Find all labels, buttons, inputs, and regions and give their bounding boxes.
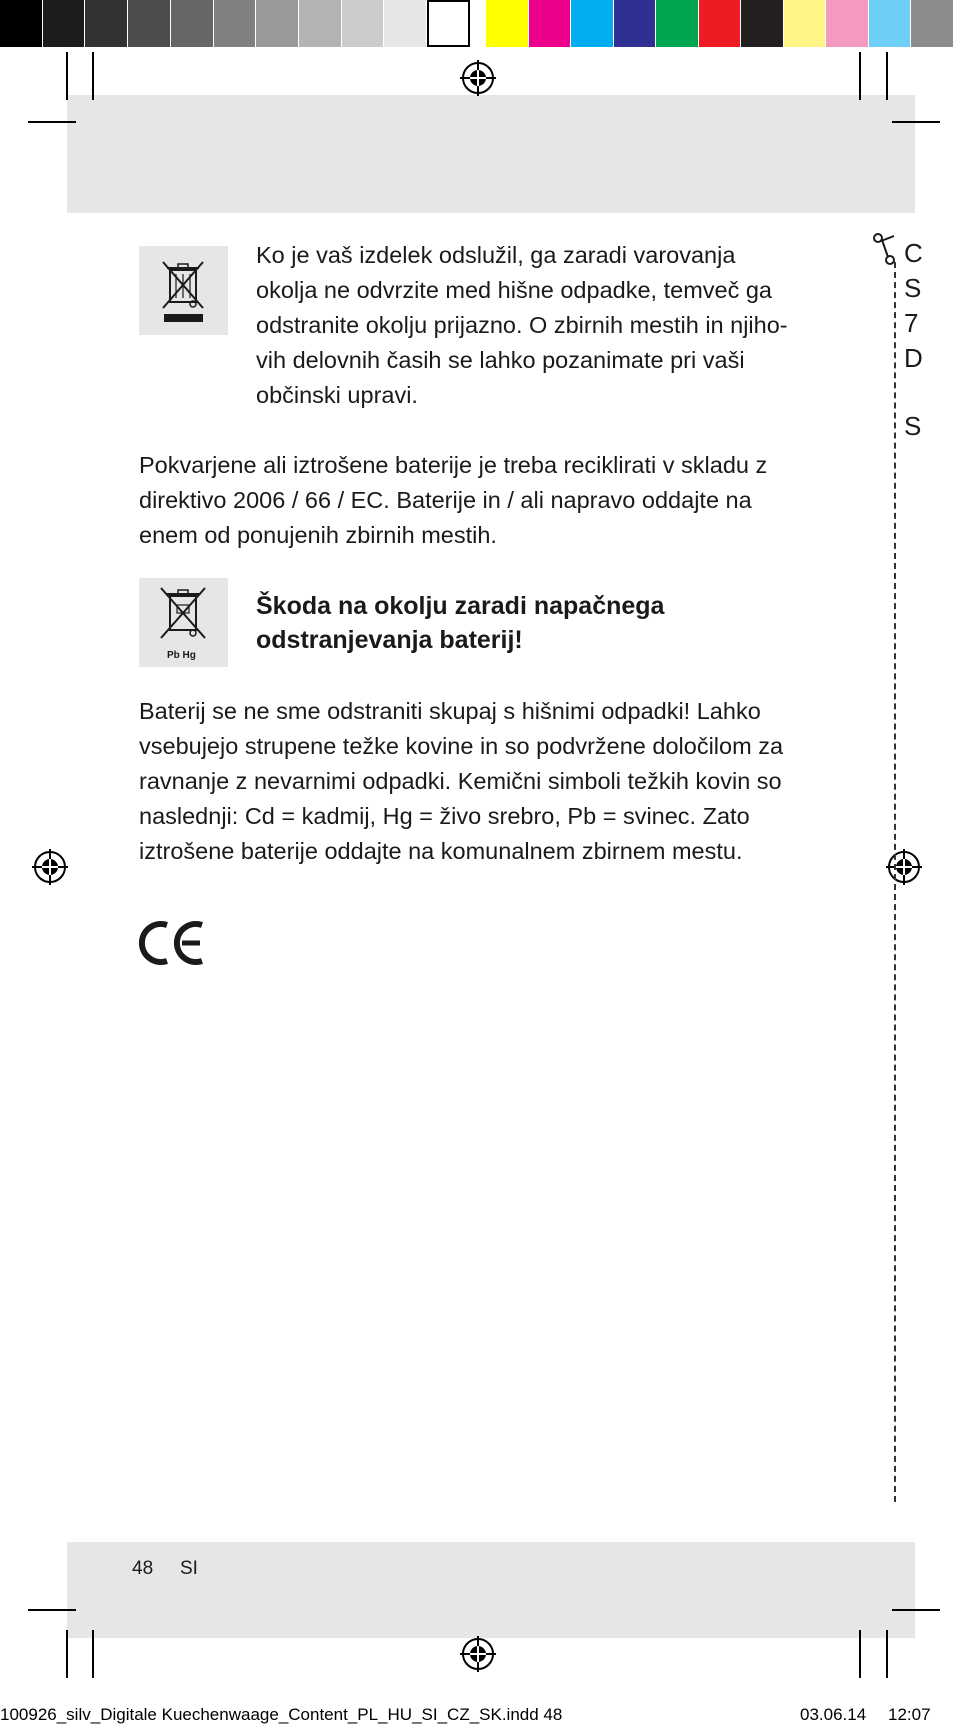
color-bar-color bbox=[486, 0, 954, 47]
color-swatch bbox=[299, 0, 342, 47]
slug-date: 03.06.14 bbox=[800, 1705, 867, 1724]
footer-band bbox=[67, 1542, 915, 1638]
battery-recycling-line: enem od ponujenih zbirnih mestih. bbox=[139, 522, 497, 548]
battery-recycling-line: Pokvarjene ali iztrošene baterije je treba reciklirati v skladu z bbox=[139, 452, 768, 478]
color-swatch bbox=[43, 0, 86, 47]
crop-mark bbox=[92, 52, 94, 100]
battery-warning-heading bbox=[256, 589, 856, 657]
color-swatch bbox=[869, 0, 912, 47]
heavy-metals-paragraph bbox=[139, 694, 859, 869]
color-swatch bbox=[911, 0, 954, 47]
color-swatch bbox=[699, 0, 742, 47]
color-swatch bbox=[171, 0, 214, 47]
slug-filename: 100926_silv_Digitale Kuechenwaage_Content_PL_HU_SI_CZ_SK.indd 48 bbox=[0, 1705, 563, 1724]
color-swatch bbox=[342, 0, 385, 47]
color-swatch bbox=[0, 0, 43, 47]
color-swatch bbox=[427, 0, 470, 47]
color-swatch bbox=[128, 0, 171, 47]
crop-mark bbox=[66, 52, 68, 100]
battery-recycling-line: direktivo 2006 / 66 / EC. Baterije in / ali napravo oddajte na bbox=[139, 487, 752, 513]
disposal-paragraph-line: Ko je vaš izdelek odslužil, ga zaradi varovanja bbox=[256, 242, 736, 268]
crossed-out-battery-bin-icon bbox=[139, 578, 228, 667]
crossed-out-wheelie-bin-icon bbox=[139, 246, 228, 335]
battery-warning-heading-line: Škoda na okolju zaradi napačnega bbox=[256, 592, 665, 620]
color-swatch bbox=[486, 0, 529, 47]
color-swatch bbox=[656, 0, 699, 47]
registration-mark-icon bbox=[460, 1636, 496, 1672]
disposal-paragraph-line: občinski upravi. bbox=[256, 382, 418, 408]
crop-mark bbox=[28, 1609, 76, 1611]
heavy-metals-line: naslednji: Cd = kadmij, Hg = živo srebro, Pb = svinec. Zato bbox=[139, 803, 750, 829]
crop-mark bbox=[28, 121, 76, 123]
cut-edge-letter: S bbox=[904, 411, 922, 441]
color-swatch bbox=[741, 0, 784, 47]
crop-mark bbox=[66, 1630, 68, 1678]
crop-mark bbox=[886, 52, 888, 100]
crop-mark bbox=[892, 121, 940, 123]
heavy-metals-line: iztrošene baterije oddajte na komunalnem zbirnem mestu. bbox=[139, 838, 743, 864]
scissors-icon bbox=[872, 232, 898, 266]
disposal-paragraph-line: odstranite okolju prijazno. O zbirnih mestih in njiho- bbox=[256, 312, 788, 338]
color-swatch bbox=[826, 0, 869, 47]
crop-mark bbox=[92, 1630, 94, 1678]
registration-mark-icon bbox=[32, 849, 68, 885]
heavy-metals-line: ravnanje z nevarnimi odpadki. Kemični simboli težkih kovin so bbox=[139, 768, 782, 794]
header-band bbox=[67, 95, 915, 213]
crop-mark bbox=[859, 52, 861, 100]
color-swatch bbox=[614, 0, 657, 47]
battery-recycling-paragraph bbox=[139, 448, 839, 553]
color-swatch bbox=[529, 0, 572, 47]
disposal-paragraph-line: vih delovnih časih se lahko pozanimate pri vaši bbox=[256, 347, 745, 373]
color-swatch bbox=[214, 0, 257, 47]
battery-icon-box bbox=[139, 578, 228, 667]
ce-mark-icon bbox=[138, 918, 206, 968]
weee-icon-box bbox=[139, 246, 228, 335]
cut-edge-letter: 7 bbox=[904, 308, 919, 338]
cut-line bbox=[894, 262, 896, 1502]
page-language: SI bbox=[180, 1558, 198, 1579]
crop-mark bbox=[892, 1609, 940, 1611]
color-swatch bbox=[85, 0, 128, 47]
color-bar-gray bbox=[0, 0, 470, 47]
crop-mark bbox=[859, 1630, 861, 1678]
disposal-paragraph-line: okolja ne odvrzite med hišne odpadke, temveč ga bbox=[256, 277, 773, 303]
crop-mark bbox=[886, 1630, 888, 1678]
color-swatch bbox=[384, 0, 427, 47]
heavy-metals-line: vsebujejo strupene težke kovine in so podvržene določilom za bbox=[139, 733, 784, 759]
color-swatch bbox=[256, 0, 299, 47]
battery-icon-label: Pb Hg bbox=[167, 650, 196, 661]
registration-mark-icon bbox=[460, 60, 496, 96]
page-number: 48 bbox=[132, 1558, 154, 1579]
heavy-metals-line: Baterij se ne sme odstraniti skupaj s hišnimi odpadki! Lahko bbox=[139, 698, 761, 724]
color-swatch bbox=[571, 0, 614, 47]
cut-edge-letter: C bbox=[904, 238, 923, 268]
cut-edge-letter: S bbox=[904, 273, 922, 303]
disposal-paragraph bbox=[256, 238, 836, 413]
battery-warning-heading-line: odstranjevanja baterij! bbox=[256, 626, 523, 654]
slug-time: 12:07 bbox=[888, 1705, 931, 1724]
registration-mark-icon bbox=[886, 849, 922, 885]
cut-edge-letter: D bbox=[904, 343, 923, 373]
color-swatch bbox=[784, 0, 827, 47]
